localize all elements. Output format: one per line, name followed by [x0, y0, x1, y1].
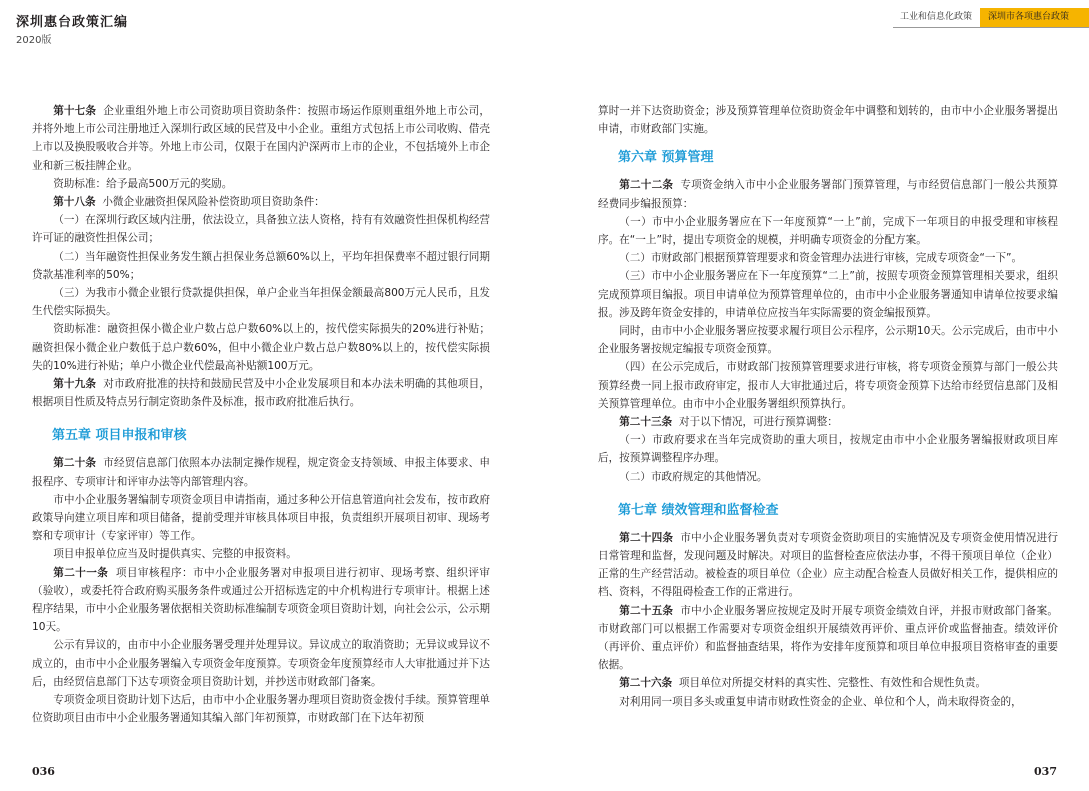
- article-label: 第十九条: [53, 378, 97, 391]
- page-number-left: 036: [32, 765, 55, 778]
- article-18: [32, 193, 490, 211]
- article-text: 对市政府批准的扶持和鼓励民营及中小企业发展项目和本办法未明确的其他项目，根据项目性质及特点另行制定资助条件及标准，报市政府批准后执行。: [32, 378, 490, 409]
- chapter-5-heading: 第五章 项目申报和审核: [52, 428, 187, 444]
- article-label: 第十八条: [53, 196, 96, 209]
- article-text: 专项资金纳入市中小企业服务署部门预算管理，与市经贸信息部门一般公共预算经费同步编报预算：: [598, 179, 1058, 210]
- article-23: [598, 413, 1058, 431]
- article-label: 第二十四条: [619, 531, 674, 544]
- paragraph: （一）市政府要求在当年完成资助的重大项目，按规定由市中小企业服务署编报财政项目库后，按预算调整程序办理。: [598, 434, 1058, 465]
- article-25: [598, 602, 1058, 675]
- article-text: 项目单位对所提交材料的真实性、完整性、有效性和合规性负责。: [678, 677, 987, 690]
- article-24: [598, 529, 1058, 602]
- article-label: 第二十五条: [619, 604, 674, 617]
- article-text: 小微企业融资担保风险补偿资助项目资助条件：: [102, 196, 325, 209]
- paragraph-continued: 算时一并下达资助资金；涉及预算管理单位资助资金年中调整和划转的，由市中小企业服务署提出申请，市财政部门实施。: [598, 105, 1058, 136]
- paragraph: （二）市政府规定的其他情况。: [619, 470, 768, 483]
- paragraph: 对利用同一项目多头或重复申请市财政性资金的企业、单位和个人，尚未取得资金的，: [619, 695, 1022, 708]
- paragraph: 市中小企业服务署编制专项资金项目申请指南，通过多种公开信息管道向社会发布，按市政府政策导向建立项目库和项目储备，提前受理并审核具体项目申报，负责组织开展项目初审、现场考察和专项审计（专家评审）等工作。: [32, 493, 490, 543]
- article-text: 对于以下情况，可进行预算调整：: [678, 416, 838, 429]
- article-label: 第二十六条: [619, 677, 673, 690]
- paragraph: （一）市中小企业服务署应在下一年度预算“一上”前，完成下一年项目的申报受理和审核程序。在“一上”时，提出专项资金的规模，并明确专项资金的分配方案。: [598, 215, 1058, 247]
- paragraph: 项目申报单位应当及时提供真实、完整的申报资料。: [53, 548, 297, 561]
- article-text: 项目审核程序：市中小企业服务署对申报项目进行初审、现场考察、组织评审（验收），或委托符合政府购买服务条件或通过公开招标选定的中介机构进行专项审计。根据上述程序结果，市中小企业服务署依据相关资助标准编制专项资金项目资助计划，向社会公示，公示期10天。: [32, 566, 491, 634]
- paragraph: （二）当年融资性担保业务发生额占担保业务总额60%以上，平均年担保费率不超过银行同期贷款基准利率的50%；: [32, 250, 490, 281]
- paragraph: 资助标准：给予最高500万元的奖励。: [53, 177, 233, 190]
- header-divider: [893, 27, 1089, 28]
- article-22: [598, 176, 1058, 212]
- article-26: [598, 674, 1058, 692]
- article-text: 市中小企业服务署应按规定及时开展专项资金绩效自评，并报市财政部门备案。市财政部门可以根据工作需要对专项资金组织开展绩效再评价、重点评价或监督抽查。绩效评价（再评价、重点评价）和监督抽查结果，将作为安排年度预算和项目单位申报项目资格审查的重要依据。: [598, 604, 1058, 672]
- article-20: [32, 454, 490, 490]
- paragraph: （二）市财政部门根据预算管理要求和资金管理办法进行审核，完成专项资金“一下”。: [619, 252, 1023, 265]
- paragraph: （四）在公示完成后，市财政部门按预算管理要求进行审核，将专项资金预算与部门一般公共预算经费一同上报市政府审定，报市人大审批通过后，将专项资金预算下达给市经贸信息部门及相关预算管理单位。由市中小企业服务署组织预算执行。: [598, 361, 1058, 410]
- chapter-7-heading: 第七章 绩效管理和监督检查: [618, 502, 779, 518]
- edition-label: 2020版: [16, 35, 52, 46]
- paragraph: （三）市中小企业服务署应在下一年度预算“二上”前，按照专项资金预算管理相关要求，组织完成预算项目编报。项目申请单位为预算管理单位的，由市中小企业服务署通知申请单位按要求编报。涉及跨年资金安排的，申请单位应按当年实际需要的资金编报预算。: [598, 270, 1058, 319]
- left-column: [32, 102, 490, 728]
- article-19: [32, 375, 490, 411]
- chapter-6-heading: 第六章 预算管理: [618, 150, 714, 166]
- page-number-right: 037: [1034, 765, 1057, 778]
- article-text: 市经贸信息部门依照本办法制定操作规程，规定资金支持领域、申报主体要求、申报程序、专项审计和评审办法等内部管理内容。: [32, 457, 490, 488]
- paragraph: 同时，由市中小企业服务署应按要求履行项目公示程序，公示期10天。公示完成后，由市中小企业服务署按规定编报专项资金预算。: [598, 325, 1058, 356]
- paragraph: 公示有异议的，由市中小企业服务署受理并处理异议。异议成立的取消资助；无异议或异议不成立的，由市中小企业服务署编入专项资金年度预算。专项资金年度预算经市人大审批通过并下达后，由经贸信息部门下达专项资金项目资助计划，并抄送市财政部门备案。: [32, 639, 490, 688]
- book-header: [16, 11, 128, 46]
- paragraph: 资助标准：融资担保小微企业户数占总户数60%以上的，按代偿实际损失的20%进行补贴；融资担保小微企业户数低于总户数60%，但中小微企业户数占总户数80%以上的，按代偿实际损失的10%进行补贴；单户小微企业代偿最高补贴额100万元。: [32, 323, 490, 372]
- section-tabs: [892, 8, 1089, 28]
- article-17: [32, 102, 490, 175]
- book-title: 深圳惠台政策汇编: [16, 15, 129, 30]
- right-column: [598, 102, 1058, 711]
- article-text: 企业重组外地上市公司资助项目资助条件：按照市场运作原则重组外地上市公司，并将外地上市公司注册地迁入深圳行政区域的民营及中小企业。重组方式包括上市公司收购、借壳上市以及换股吸收合并等。外地上市公司，仅限于在国内沪深两市上市的企业，不包括境外上市企业和新三板挂牌企业。: [32, 105, 490, 172]
- tab-shenzhen-policy: 深圳市各项惠台政策: [980, 8, 1089, 27]
- article-label: 第十七条: [53, 105, 97, 117]
- paragraph: （一）在深圳行政区域内注册，依法设立，具备独立法人资格，持有有效融资性担保机构经营许可证的融资性担保公司；: [32, 214, 490, 245]
- tab-industry-policy: 工业和信息化政策: [899, 12, 972, 22]
- article-label: 第二十二条: [619, 179, 674, 192]
- paragraph: （三）为我市小微企业银行贷款提供担保，单户企业当年担保金额最高800万元人民币，且发生代偿实际损失。: [32, 287, 490, 318]
- paragraph: 专项资金项目资助计划下达后，由市中小企业服务署办理项目资助资金拨付手续。预算管理单位资助项目由市中小企业服务署通知其编入部门年初预算，市财政部门在下达年初预: [32, 694, 490, 725]
- article-text: 市中小企业服务署负责对专项资金资助项目的实施情况及专项资金使用情况进行日常管理和监督，发现问题及时解决。对项目的监督检查应依法办事，不得干预项目单位（企业）正常的生产经营活动。被检查的项目单位（企业）应主动配合检查人员做好相关工作，提供相应的档、资料，不得阻碍检查工作的正常进行。: [598, 531, 1058, 599]
- article-label: 第二十三条: [619, 416, 673, 429]
- article-label: 第二十一条: [53, 566, 109, 579]
- article-label: 第二十条: [53, 457, 97, 470]
- article-21: [32, 564, 490, 637]
